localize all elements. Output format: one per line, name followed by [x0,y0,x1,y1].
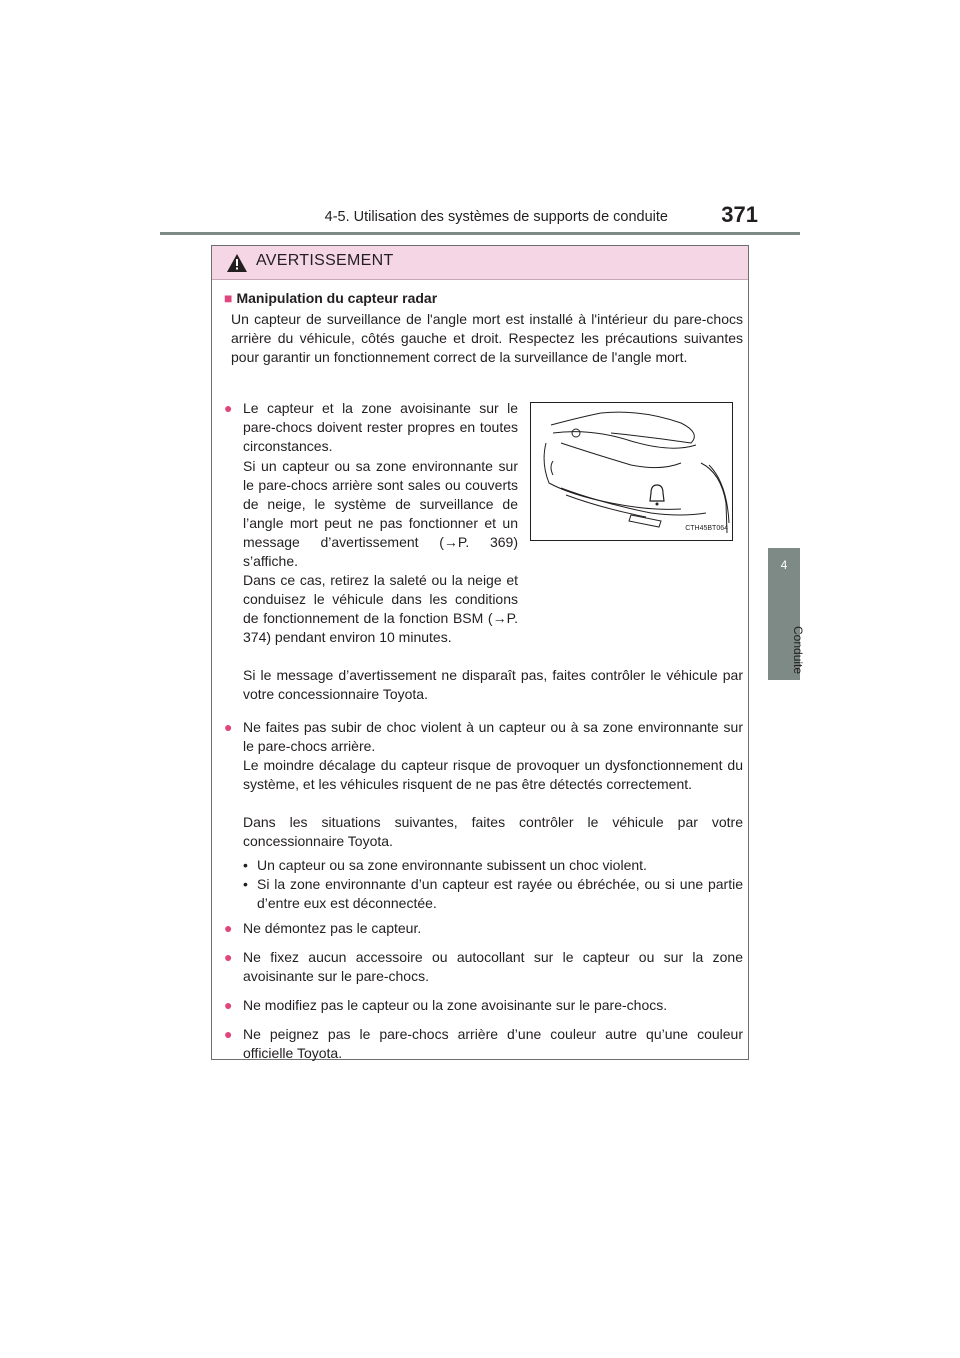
chapter-number: 4 [780,558,788,572]
warning-box [211,245,749,1060]
sub-bullet-dot: • [243,857,248,873]
section-title: 4-5. Utilisation des systèmes de supports de conduite [324,209,668,225]
bullet2-sub2: Si la zone environnante d’un capteur est rayée ou ébréchée, ou si une partie d’entre eux est déconnectée. [257,876,743,911]
square-bullet-icon: ■ [224,290,233,306]
bullet5: Ne modifiez pas le capteur ou la zone avoisinante sur le pare-chocs. [243,997,668,1013]
bullet3: Ne démontez pas le capteur. [243,920,422,936]
bullet-icon: ● [224,719,233,735]
bullet1-line3: Dans ce cas, retirez la saleté ou la neige et conduisez le véhicule dans les conditions de fonctionnement de la fonction BSM (→P. 374) pendant environ 10 minutes. [243,572,518,645]
bullet2-sub1: Un capteur ou sa zone environnante subissent un choc violent. [257,857,647,873]
bullet2-line1: Ne faites pas subir de choc violent à un capteur ou à sa zone environnante sur le pare-chocs arrière. [243,719,743,754]
page-header [160,202,800,232]
warning-heading-text: Manipulation du capteur radar [236,290,438,306]
bullet1-line4: Si le message d’avertissement ne disparaît pas, faites contrôler le véhicule par votre concessionnaire Toyota. [243,667,743,702]
bullet-icon: ● [224,920,233,936]
bullet1-line2: Si un capteur ou sa zone environnante sur le pare-chocs arrière sont sales ou couverts de neige, le système de surveillance de l’angle mort peut ne pas fonctionner et un message d’avertissement (→P. 369) s’affiche. [243,458,518,569]
warning-label: AVERTISSEMENT [256,252,394,269]
warning-header [212,246,748,280]
rear-bumper-figure [530,402,733,541]
bullet-icon: ● [224,949,233,965]
bullet4: Ne fixez aucun accessoire ou autocollant sur le capteur ou sur la zone avoisinante sur le pare-chocs. [243,949,743,984]
bullet-icon: ● [224,997,233,1013]
bullet2-line3: Dans les situations suivantes, faites contrôler le véhicule par votre concessionnaire Toyota. [243,814,743,849]
bullet6: Ne peignez pas le pare-chocs arrière d’une couleur autre qu’une couleur officielle Toyota. [243,1026,743,1061]
page-number: 371 [721,202,758,227]
header-rule [160,232,800,235]
chapter-name: Conduite [791,625,805,675]
warning-heading [224,289,437,308]
figure-code: CTH45BT064 [685,525,728,532]
warning-triangle-icon [227,254,247,272]
bullet-icon: ● [224,400,233,416]
warning-content [212,279,748,1059]
bullet1-line1: Le capteur et la zone avoisinante sur le pare-chocs doivent rester propres en toutes circonstances. [243,400,518,454]
bullet-icon: ● [224,1026,233,1042]
sub-bullet-dot: • [243,876,248,892]
intro-paragraph: Un capteur de surveillance de l'angle mort est installé à l'intérieur du pare-chocs arrière du véhicule, côtés gauche et droit. Respectez les précautions suivantes pour garantir un fonctionnement correct de la surveillance de l'angle mort. [231,311,743,365]
bullet2-line2: Le moindre décalage du capteur risque de provoquer un dysfonctionnement du système, et les véhicules risquent de ne pas être détectés correctement. [243,757,743,792]
